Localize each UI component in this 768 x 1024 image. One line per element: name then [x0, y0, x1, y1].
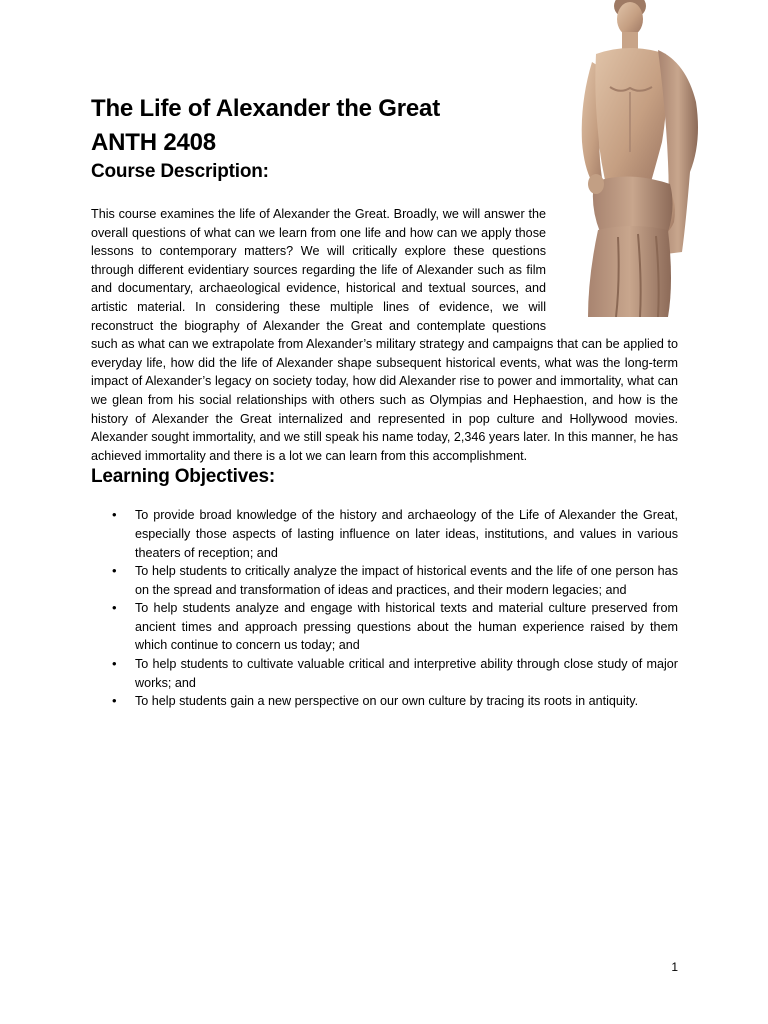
- list-item: • To help students to cultivate valuable critical and interpretive ability through close study of major works; and: [112, 656, 678, 690]
- course-description-text: [91, 205, 678, 465]
- bullet-icon: •: [112, 600, 117, 616]
- title-line-2-course-code: ANTH 2408: [91, 129, 216, 156]
- title-line-1: The Life of Alexander the Great: [91, 95, 440, 122]
- list-item: • To help students to critically analyze the impact of historical events and the life of one person has on the spread and transformation of ideas and practices, and their modern legacies; and: [112, 563, 678, 597]
- bullet-icon: •: [112, 693, 117, 709]
- learning-objectives-heading: Learning Objectives:: [91, 466, 275, 488]
- bullet-icon: •: [112, 507, 117, 523]
- list-item: • To help students analyze and engage with historical texts and material culture preserved from ancient times and approach pressing questions about the human experience raised by them which continue to concern us today; and: [112, 600, 678, 653]
- page-number: 1: [671, 960, 678, 974]
- bullet-icon: •: [112, 563, 117, 579]
- list-item: • To provide broad knowledge of the history and archaeology of the Life of Alexander the Great, especially those aspects of lasting influence on later ideas, institutions, and values in various theaters of reception; and: [112, 507, 678, 560]
- statue-torso: [595, 48, 667, 192]
- statue-head: [617, 2, 643, 36]
- bullet-icon: •: [112, 656, 117, 672]
- statue-drapery-hip: [593, 176, 673, 232]
- course-description-paragraph: This course examines the life of Alexander the Great. Broadly, we will answer the overall questions of what can we learn from one life and how can we apply those lessons to contemporary matters? We will critically explore these questions through different evidentiary sources regarding the life of Alexander such as film and documentary, archaeological evidence, historical and textual sources, and artistic material. In considering these multiple lines of evidence, we will reconstruct the biography of Alexander the Great and contemplate questions such as what can we extrapolate from Alexander’s military strategy and campaigns that can be applied to everyday life, how did the life of Alexander shape subsequent historical events, what was the long-term impact of Alexander’s legacy on society today, how did Alexander rise to power and immortality, what can we glean from his social relationships with others such as Olympias and Hephaestion, and how is the history of Alexander the Great internalized and represented in pop culture and Hollywood movies. Alexander sought immortality, and we still speak his name today, 2,346 years later. In this manner, he has achieved immortality and there is a lot we can learn from this accomplishment.: [91, 207, 678, 463]
- course-description-heading: Course Description:: [91, 161, 269, 182]
- alexander-statue-image: [558, 0, 708, 317]
- page-content: [91, 92, 678, 711]
- learning-objectives-list: [91, 506, 678, 711]
- list-item: • To help students gain a new perspective on our own culture by tracing its roots in antiquity.: [135, 692, 678, 711]
